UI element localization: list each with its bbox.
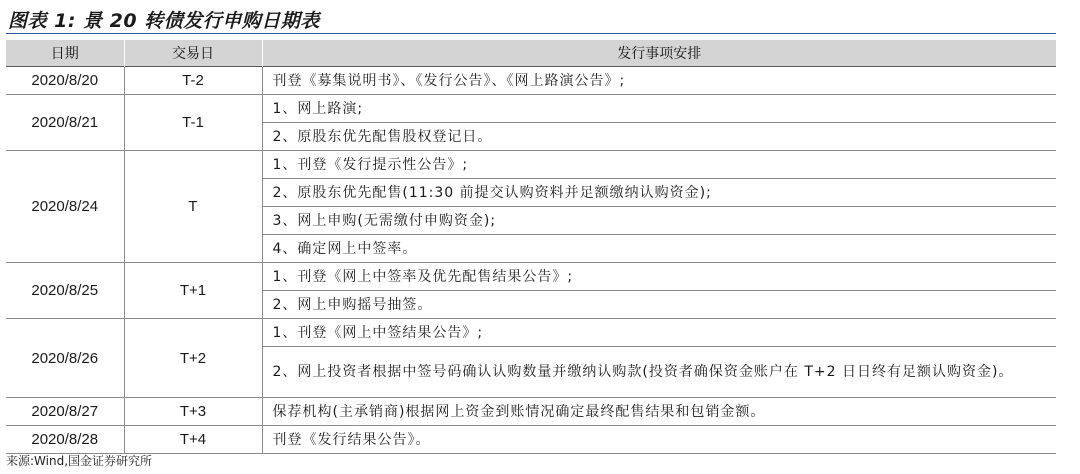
cell-schedule-item: 2、网上申购摇号抽签。 <box>262 291 1056 319</box>
header-date: 日期 <box>6 40 124 67</box>
cell-schedule-item: 1、刊登《发行提示性公告》; <box>262 151 1056 179</box>
table-row <box>6 426 1056 454</box>
title-divider <box>6 33 1056 34</box>
cell-trading-day: T+2 <box>124 319 262 398</box>
table-row <box>6 151 1056 179</box>
cell-schedule-item: 刊登《募集说明书》、《发行公告》、《网上路演公告》; <box>262 67 1056 95</box>
table-row <box>6 67 1056 95</box>
table-row <box>6 398 1056 426</box>
cell-schedule-item: 1、刊登《网上中签结果公告》; <box>262 319 1056 347</box>
cell-schedule-item: 2、网上投资者根据中签号码确认认购数量并缴纳认购款(投资者确保资金账户在 T+2 日日终有足额认购资金)。 <box>262 347 1056 398</box>
cell-trading-day: T+4 <box>124 426 262 454</box>
figure-title: 图表 1: 景 20 转债发行申购日期表 <box>8 10 320 32</box>
cell-schedule-item: 4、确定网上中签率。 <box>262 235 1056 263</box>
cell-schedule-item: 保荐机构(主承销商)根据网上资金到账情况确定最终配售结果和包销金额。 <box>262 398 1056 426</box>
table-row <box>6 95 1056 123</box>
cell-schedule-item: 刊登《发行结果公告》。 <box>262 426 1056 454</box>
table-row <box>6 319 1056 347</box>
cell-trading-day: T+1 <box>124 263 262 319</box>
cell-schedule-item: 3、网上申购(无需缴付申购资金); <box>262 207 1056 235</box>
schedule-table <box>6 40 1056 454</box>
cell-date: 2020/8/26 <box>6 319 124 398</box>
cell-schedule-item: 1、网上路演; <box>262 95 1056 123</box>
cell-schedule-item: 2、原股东优先配售(11:30 前提交认购资料并足额缴纳认购资金); <box>262 179 1056 207</box>
cell-date: 2020/8/25 <box>6 263 124 319</box>
cell-date: 2020/8/27 <box>6 398 124 426</box>
cell-date: 2020/8/28 <box>6 426 124 454</box>
table-header-row <box>6 40 1056 67</box>
cell-trading-day: T <box>124 151 262 263</box>
cell-schedule-item: 1、刊登《网上中签率及优先配售结果公告》; <box>262 263 1056 291</box>
table-row <box>6 263 1056 291</box>
cell-trading-day: T+3 <box>124 398 262 426</box>
cell-date: 2020/8/24 <box>6 151 124 263</box>
header-trading-day: 交易日 <box>124 40 262 67</box>
cell-trading-day: T-1 <box>124 95 262 151</box>
cell-date: 2020/8/20 <box>6 67 124 95</box>
header-schedule: 发行事项安排 <box>262 40 1056 67</box>
cell-schedule-item: 2、原股东优先配售股权登记日。 <box>262 123 1056 151</box>
source-note: 来源:Wind,国金证券研究所 <box>6 454 153 468</box>
cell-trading-day: T-2 <box>124 67 262 95</box>
cell-date: 2020/8/21 <box>6 95 124 151</box>
